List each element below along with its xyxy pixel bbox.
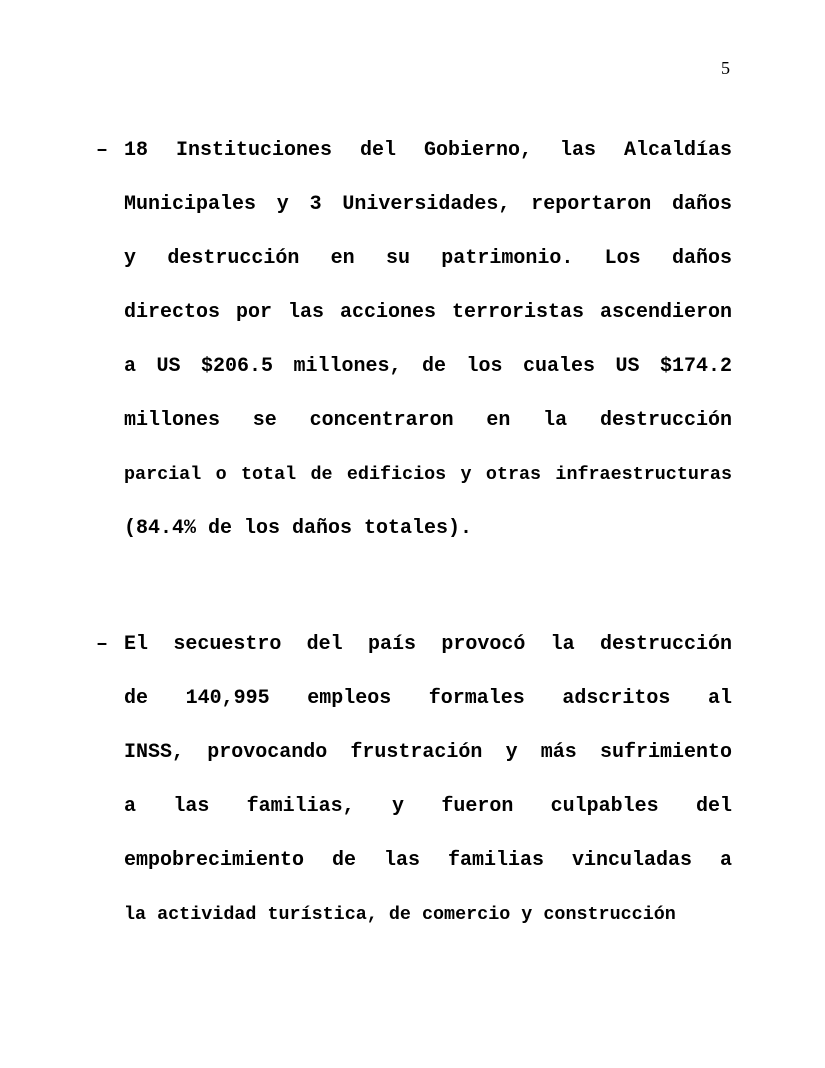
text-line: directos por las acciones terroristas ascendieron (124, 301, 732, 324)
text-line: a US $206.5 millones, de los cuales US $174.2 (124, 355, 732, 378)
page-number: 5 (721, 58, 730, 78)
bullet-dash: – (96, 633, 109, 656)
text-line: de 140,995 empleos formales adscritos al (124, 687, 732, 710)
bullet-item-1 (96, 124, 732, 556)
text-line: empobrecimiento de las familias vinculadas a (124, 849, 732, 872)
text-line: millones se concentraron en la destrucción (124, 409, 732, 432)
text-line: y destrucción en su patrimonio. Los daños (124, 247, 732, 270)
document-body (96, 124, 732, 942)
text-line: Municipales y 3 Universidades, reportaron daños (124, 193, 732, 216)
text-line: a las familias, y fueron culpables del (124, 795, 732, 818)
text-line: INSS, provocando frustración y más sufrimiento (124, 741, 732, 764)
text-line: (84.4% de los daños totales). (124, 517, 473, 540)
text-line: El secuestro del país provocó la destrucción (124, 633, 732, 656)
text-line: la actividad turística, de comercio y construcción (124, 904, 676, 925)
text-line: 18 Instituciones del Gobierno, las Alcaldías (124, 139, 732, 162)
bullet-item-2 (96, 618, 732, 942)
bullet-dash: – (96, 139, 109, 162)
text-line: parcial o total de edificios y otras infraestructuras (124, 464, 732, 485)
